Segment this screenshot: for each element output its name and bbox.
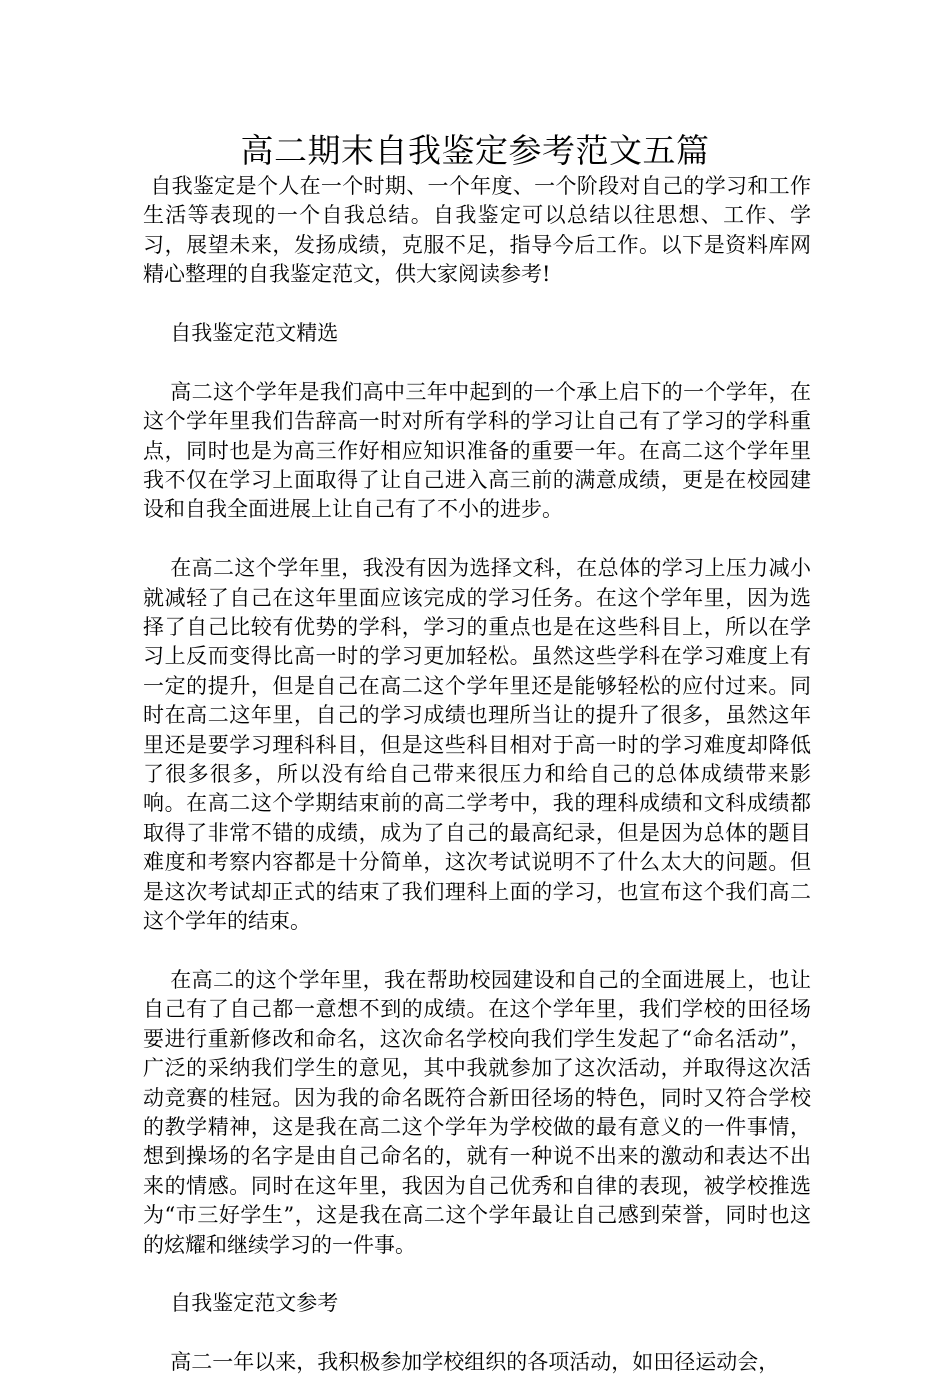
section-heading-reference: 自我鉴定范文参考 — [170, 1291, 339, 1316]
intro-paragraph: 自我鉴定是个人在一个时期、一个年度、一个阶段对自己的学习和工作生活等表现的一个自我总结。自我鉴定可以总结以往思想、工作、学习，展望未来，发扬成绩，克服不足，指导今后工作。以下是资料库网精心整理的自我鉴定范文，供大家阅读参考! — [143, 174, 811, 287]
paragraph-gap — [143, 348, 811, 377]
document-title: 高二期末自我鉴定参考范文五篇 — [240, 131, 710, 170]
section-heading-selected: 自我鉴定范文精选 — [170, 321, 339, 346]
paragraph-gap — [143, 290, 811, 319]
paragraph-2: 在高二这个学年里，我没有因为选择文科，在总体的学习上压力减小就减轻了自己在这年里面应该完成的学习任务。在这个学年里，因为选择了自己比较有优势的学科，学习的重点也是在这些科目上，所以在学习上反而变得比高一时的学习更加轻松。虽然这些学科在学习难度上有一定的提升，但是自己在高二这个学年里还是能够轻松的应付过来。同时在高二这年里，自己的学习成绩也理所当让的提升了很多，虽然这年里还是要学习理科科目，但是这些科目相对于高一时的学习难度却降低了很多很多，所以没有给自己带来很压力和给自己的总体成绩带来影响。在高二这个学期结束前的高二学考中，我的理科成绩和文科成绩都取得了非常不错的成绩，成为了自己的最高纪录，但是因为总体的题目难度和考察内容都是十分简单，这次考试说明不了什么太大的问题。但是这次考试却正式的结束了我们理科上面的学习，也宣布这个我们高二这个学年的结束。 — [143, 556, 811, 934]
paragraph-gap — [143, 1260, 811, 1289]
paragraph-gap — [143, 937, 811, 966]
paragraph-gap — [143, 525, 811, 554]
paragraph-1: 高二这个学年是我们高中三年中起到的一个承上启下的一个学年，在这个学年里我们告辞高一时对所有学科的学习让自己有了学习的学科重点，同时也是为高三作好相应知识准备的重要一年。在高二这个学年里我不仅在学习上面取得了让自己进入高三前的满意成绩，更是在校园建设和自我全面进展上让自己有了不小的进步。 — [143, 379, 811, 522]
document-body — [143, 172, 811, 1378]
paragraph-3: 在高二的这个学年里，我在帮助校园建设和自己的全面进展上，也让自己有了自己都一意想不到的成绩。在这个学年里，我们学校的田径场要进行重新修改和命名，这次命名学校向我们学生发起了“命名活动”，广泛的采纳我们学生的意见，其中我就参加了这次活动，并取得这次活动竞赛的桂冠。因为我的命名既符合新田径场的特色，同时又符合学校的教学精神，这是我在高二这个学年为学校做的最有意义的一件事情，想到操场的名字是由自己命名的，就有一种说不出来的激动和表达不出来的情感。同时在这年里，我因为自己优秀和自律的表现，被学校推选为“市三好学生”，这是我在高二这个学年最让自己感到荣誉，同时也这的炫耀和继续学习的一件事。 — [143, 967, 811, 1257]
paragraph-4: 高二一年以来，我积极参加学校组织的各项活动，如田径运动会， — [170, 1350, 780, 1375]
